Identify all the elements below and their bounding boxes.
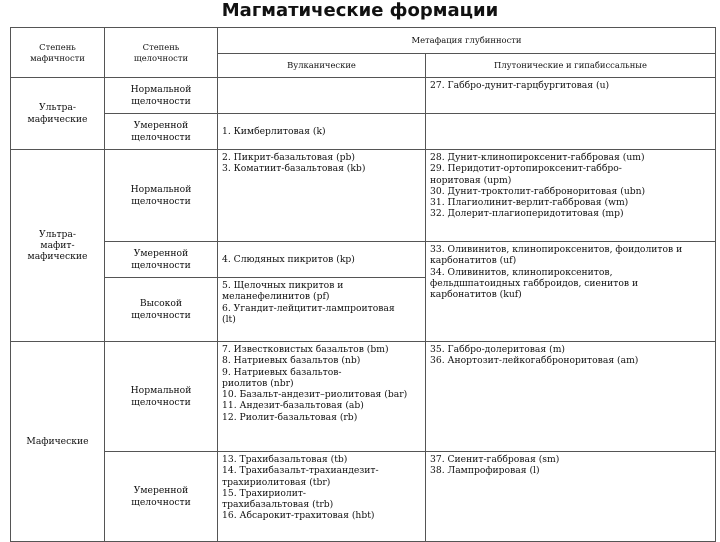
row-ultramafic-group: Ультра- мафические	[11, 78, 105, 150]
formations-table	[10, 27, 716, 542]
plutonic-empty	[426, 114, 716, 150]
alkali-moderate: Умеренной щелочности	[105, 114, 218, 150]
row-mafic-group: Мафические	[11, 342, 105, 542]
volcanic-1: 1. Кимберлитовая (k)	[218, 114, 426, 150]
alkali-normal: Нормальной щелочности	[105, 342, 218, 452]
alkali-moderate: Умеренной щелочности	[105, 452, 218, 542]
volcanic-4: 4. Слюдяных пикритов (kp)	[218, 242, 426, 278]
volcanic-empty	[218, 78, 426, 114]
header-plutonic: Плутонические и гипабиссальные	[426, 54, 716, 78]
volcanic-7-12: 7. Известковистых базальтов (bm) 8. Натриевых базальтов (nb) 9. Натриевых базальтов- риолитов (nbr) 10. Базальт-андезит–риолитовая (bar) 11. Андезит-базальтовая (ab) 12. Риолит-базальтовая (rb)	[218, 342, 426, 452]
row-ultramafic-mafic-group: Ультра- мафит- мафические	[11, 150, 105, 342]
page-title: Магматические формации	[221, 0, 499, 21]
header-depth: Метафация глубинности	[218, 28, 716, 54]
alkali-moderate: Умеренной щелочности	[105, 242, 218, 278]
plutonic-28-32: 28. Дунит-клинопироксенит-габбровая (um) 29. Перидотит-ортопироксенит-габбро- норитовая (upm) 30. Дунит-троктолит-габброноритовая (ubn) 31. Плагиолинит-верлит-габбровая (wm) 32. Долерит-плагиоперидотитовая (mp)	[426, 150, 716, 242]
alkali-normal: Нормальной щелочности	[105, 78, 218, 114]
header-volcanic: Вулканические	[218, 54, 426, 78]
volcanic-13-16: 13. Трахибазальтовая (tb) 14. Трахибазальт-трахиандезит- трахириолитовая (tbr) 15. Трахириолит- трахибазальтовая (trb) 16. Абсарокит-трахитовая (hbt)	[218, 452, 426, 542]
volcanic-2-3: 2. Пикрит-базальтовая (pb) 3. Коматиит-базальтовая (kb)	[218, 150, 426, 242]
volcanic-5-6: 5. Щелочных пикритов и меланефелинитов (pf) 6. Угандит-лейцитит-лампроитовая (lt)	[218, 278, 426, 342]
plutonic-35-36: 35. Габбро-долеритовая (m) 36. Анортозит-лейкогабброноритовая (am)	[426, 342, 716, 452]
alkali-normal: Нормальной щелочности	[105, 150, 218, 242]
header-mafic: Степень мафичности	[11, 28, 105, 78]
alkali-high: Высокой щелочности	[105, 278, 218, 342]
plutonic-33-34: 33. Оливинитов, клинопироксенитов, фоидолитов и карбонатитов (uf) 34. Оливинитов, клинопироксенитов, фельдшпатоидных габброидов, сиенитов и карбонатитов (kuf)	[426, 242, 716, 342]
plutonic-37-38: 37. Сиенит-габбровая (sm) 38. Лампрофировая (l)	[426, 452, 716, 542]
plutonic-27: 27. Габбро-дунит-гарцбургитовая (u)	[426, 78, 716, 114]
header-alkali: Степень щелочности	[105, 28, 218, 78]
